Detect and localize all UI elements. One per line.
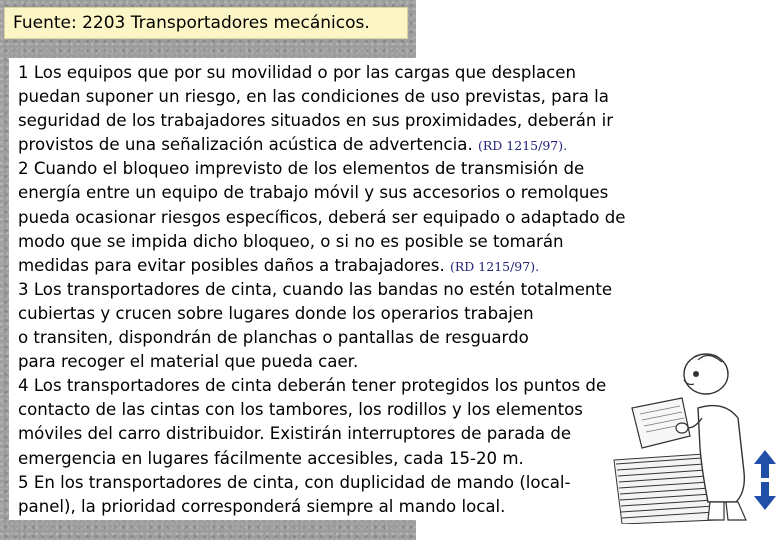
line-text: seguridad de los trabajadores situados en sus proximidades, deberán ir	[18, 111, 614, 131]
line-text: 1 Los equipos que por su movilidad o por las cargas que desplacen	[18, 63, 576, 82]
line-text: medidas para evitar posibles daños a trabajadores.	[18, 255, 445, 275]
line-text: o transiten, dispondrán de planchas o pantallas de resguardo	[18, 328, 529, 348]
line-text: 3 Los transportadores de cinta, cuando las bandas no estén totalmente	[18, 279, 613, 299]
up-down-arrows-icon[interactable]	[753, 448, 777, 512]
text-line	[18, 85, 668, 109]
line-text: móviles del carro distribuidor. Existirán interruptores de parada de	[18, 424, 572, 444]
line-text: 4 Los transportadores de cinta deberán tener protegidos los puntos de	[18, 376, 607, 396]
text-line	[18, 398, 668, 422]
text-line	[18, 109, 668, 133]
line-text: modo que se impida dicho bloqueo, o si no es posible se tomarán	[18, 231, 564, 251]
text-line	[18, 133, 668, 157]
text-line	[18, 157, 668, 181]
text-line	[18, 230, 668, 254]
text-line	[18, 278, 668, 302]
line-text: puedan suponer un riesgo, en las condiciones de uso previstas, para la	[18, 87, 609, 107]
line-text: provistos de una señalización acústica de advertencia.	[18, 135, 473, 155]
text-line	[18, 206, 668, 230]
line-text: cubiertas y crucen sobre lugares donde los operarios trabajen	[18, 303, 534, 323]
source-text: Fuente: 2203 Transportadores mecánicos.	[13, 13, 370, 33]
legal-reference: (RD 1215/97).	[450, 258, 540, 274]
source-label	[4, 7, 408, 39]
text-line	[18, 326, 668, 350]
line-text: emergencia en lugares fácilmente accesibles, cada 15-20 m.	[18, 448, 524, 468]
line-text: panel), la prioridad corresponderá siempre al mando local.	[18, 496, 506, 516]
text-line	[18, 181, 668, 205]
line-text: 2 Cuando el bloqueo imprevisto de los elementos de transmisión de	[18, 159, 585, 179]
text-line	[18, 374, 668, 398]
line-text: energía entre un equipo de trabajo móvil y sus accesorios o remolques	[18, 183, 609, 203]
person-reading-papers-icon	[612, 352, 758, 524]
line-text: contacto de las cintas con los tambores, los rodillos y los elementos	[18, 400, 583, 420]
text-line	[18, 471, 668, 495]
text-line	[18, 495, 668, 519]
text-line	[18, 422, 668, 446]
text-line	[18, 350, 668, 374]
regulation-text	[18, 61, 668, 519]
line-text: pueda ocasionar riesgos específicos, deberá ser equipado o adaptado de	[18, 207, 626, 227]
text-line	[18, 302, 668, 326]
text-line	[18, 447, 668, 471]
text-line	[18, 254, 668, 278]
legal-reference: (RD 1215/97).	[478, 138, 568, 154]
line-text: 5 En los transportadores de cinta, con duplicidad de mando (local-	[18, 472, 571, 492]
text-line	[18, 61, 668, 85]
line-text: para recoger el material que pueda caer.	[18, 352, 359, 372]
